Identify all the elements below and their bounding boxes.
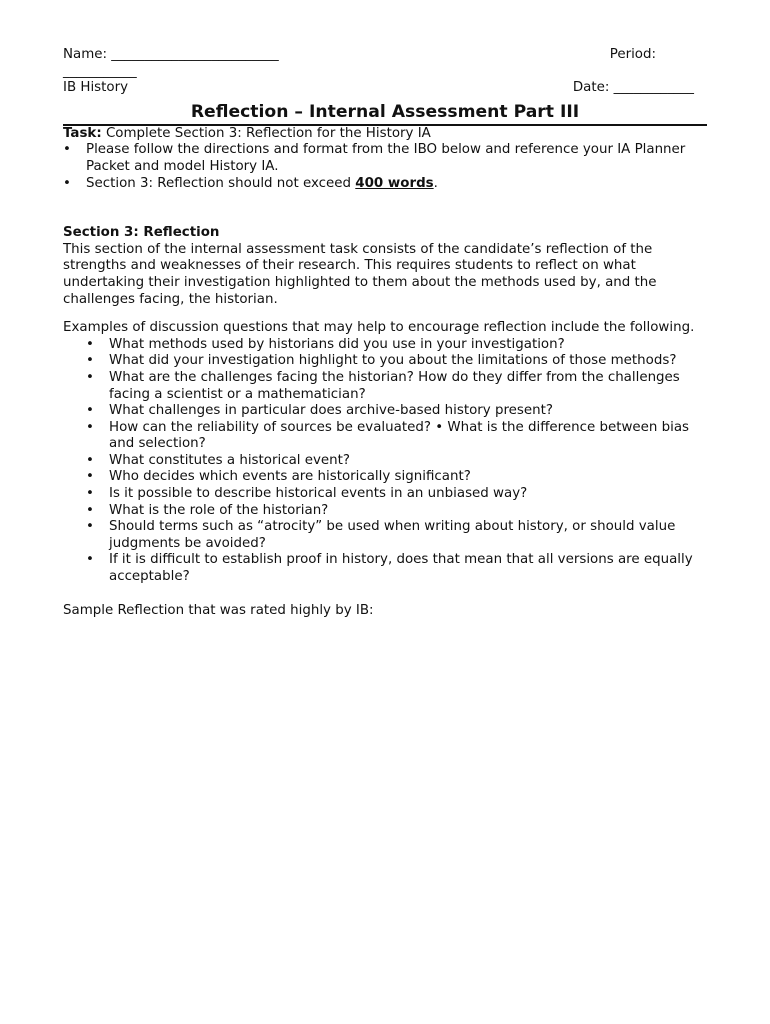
list-item: • Is it possible to describe historical events in an unbiased way? <box>63 486 707 503</box>
task-bullet-list <box>63 142 707 192</box>
task-text: Complete Section 3: Reflection for the History IA <box>101 125 431 141</box>
course-name: IB History <box>63 80 129 96</box>
sample-reflection-label: Sample Reflection that was rated highly by IB: <box>63 602 374 618</box>
list-item: • What challenges in particular does archive-based history present? <box>63 403 707 420</box>
name-field-label: Name: _________________________ <box>63 47 279 62</box>
list-item: • What methods used by historians did you use in your investigation? <box>63 337 707 354</box>
date-field-label: Date: ____________ <box>572 80 694 96</box>
header-row-1 <box>63 47 707 64</box>
task-bullet: • Please follow the directions and format from the IBO below and reference your IA Planner Packet and model History IA. <box>63 142 707 175</box>
task-label: Task: <box>63 125 102 141</box>
list-item: • What is the role of the historian? <box>63 503 707 520</box>
list-item: • What are the challenges facing the historian? How do they differ from the challenges facing a scientist or a mathematician? <box>63 370 707 403</box>
task-bullet-word-limit <box>63 176 707 193</box>
period-field-label: Period: <box>609 47 656 62</box>
word-limit-suffix: . <box>433 175 438 191</box>
question-list <box>63 337 707 586</box>
name-field-continuation: ___________ <box>63 63 137 79</box>
list-item: • What did your investigation highlight to you about the limitations of those methods? <box>63 353 707 370</box>
worksheet-page <box>63 47 707 619</box>
list-item: • Should terms such as “atrocity” be used when writing about history, or should value judgments be avoided? <box>63 519 707 552</box>
section-body: This section of the internal assessment task consists of the candidate’s reflection of the strengths and weaknesses of their research. This requires students to reflect on what undertaking their investigation highlighted to them about the methods used by, and the challenges facing, the historian. <box>63 241 657 307</box>
task-line <box>63 126 707 143</box>
header-row-2 <box>63 80 707 97</box>
word-limit-prefix: Section 3: Reflection should not exceed <box>86 175 356 191</box>
list-item: • If it is difficult to establish proof in history, does that mean that all versions are equally acceptable? <box>63 552 707 585</box>
section-heading: Section 3: Reflection <box>63 225 220 241</box>
word-limit-emphasis: 400 words <box>355 175 434 191</box>
list-item: • Who decides which events are historically significant? <box>63 469 707 486</box>
page-title: Reflection – Internal Assessment Part III <box>63 102 707 126</box>
list-item: • How can the reliability of sources be evaluated? • What is the difference between bias and selection? <box>63 420 707 453</box>
examples-intro: Examples of discussion questions that may help to encourage reflection include the following. <box>63 320 695 336</box>
list-item: • What constitutes a historical event? <box>63 453 707 470</box>
